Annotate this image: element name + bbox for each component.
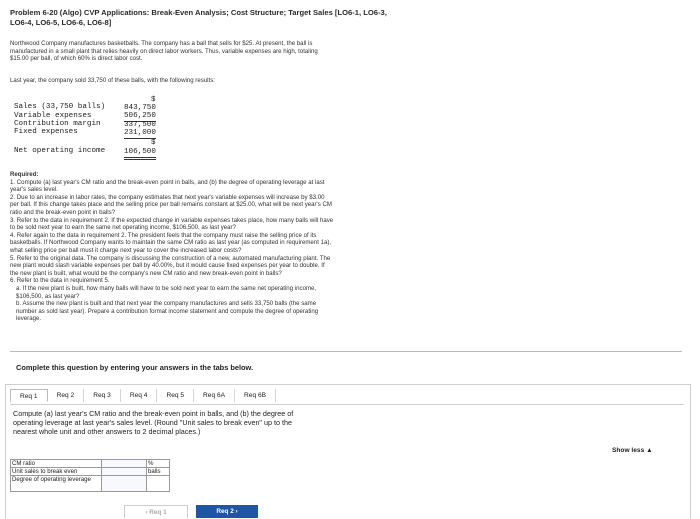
required-line: per ball. If this change takes place and the selling price per ball remains constant at $25.00, what will be next year's CM — [10, 201, 332, 209]
fixed-expenses-value: 231,000 — [124, 129, 156, 137]
tab-req-3[interactable]: Req 3 — [84, 389, 121, 402]
net-income-currency: $ — [151, 139, 156, 147]
required-line: 1. Compute (a) last year's CM ratio and the break-even point in balls, and (b) the degree of operating leverage at last — [10, 178, 325, 186]
question-line: Compute (a) last year's CM ratio and the break-even point in balls, and (b) the degree of — [13, 409, 294, 418]
problem-title-line-2: LO6-4, LO6-5, LO6-6, LO6-8] — [10, 18, 112, 27]
table-row — [11, 460, 170, 468]
required-line: new plant would slash variable expenses per ball by 40.00%, but it would cause fixed expenses per year to double. If — [10, 262, 325, 270]
required-subline: b. Assume the new plant is built and that next year the company manufactures and sells 33,750 balls (the same — [16, 300, 317, 308]
next-req-button[interactable]: Req 2 › — [196, 505, 258, 518]
tab-req-1[interactable]: Req 1 — [10, 389, 48, 402]
required-subline: number as sold last year). Prepare a contribution format income statement and compute the degree of operating — [16, 307, 319, 315]
required-line: 5. Refer to the original data. The company is discussing the construction of a new, automated manufacturing plant. The — [10, 254, 331, 262]
required-line: the new plant is built, what would be the company's new CM ratio and new break-even point in balls? — [10, 269, 282, 277]
prev-req-button[interactable]: ‹ Req 1 — [124, 505, 188, 518]
table-row — [11, 476, 170, 492]
instructions-text: Complete this question by entering your answers in the tabs below. — [16, 363, 254, 372]
required-line: 6. Refer to the data in requirement 5. — [10, 277, 110, 285]
sales-label: Sales (33,750 balls) — [14, 103, 106, 111]
intro-line: manufactured in a small plant that relies heavily on direct labor workers. Thus, variable expenses are high, totaling — [10, 47, 318, 55]
required-line: 4. Refer again to the data in requirement 2. The president feels that the company must raise the selling price of its — [10, 231, 317, 239]
income-statement — [14, 96, 164, 162]
required-line: ratio and the break-even point in balls? — [10, 208, 116, 216]
contribution-margin-value: 337,500 — [124, 121, 156, 129]
required-line: 2. Due to an increase in labor rates, the company estimates that next year's variable expenses will increase by $3.00 — [10, 193, 325, 201]
break-even-input[interactable] — [102, 468, 147, 476]
divider — [10, 351, 682, 352]
question-line: nearest whole unit and other answers to 2 decimal places.) — [13, 427, 201, 437]
net-income-label: Net operating income — [14, 147, 106, 155]
variable-expenses-value: 506,250 — [124, 112, 156, 120]
cm-ratio-input[interactable] — [102, 460, 147, 468]
tab-req-4[interactable]: Req 4 — [121, 389, 158, 402]
required-line: 3. Refer to the data in requirement 2. If the expected change in variable expenses takes place, how many balls will have — [10, 216, 334, 224]
sales-value: 843,750 — [124, 104, 156, 112]
intro-line: $15.00 per ball, of which 60% is direct labor cost. — [10, 55, 143, 63]
problem-title-line-1: Problem 6-20 (Algo) CVP Applications: Break-Even Analysis; Cost Structure; Target Sales [LO6-1, LO6-3, — [10, 8, 387, 17]
required-subline: $106,500, as last year? — [16, 292, 80, 300]
last-year-text: Last year, the company sold 33,750 of these balls, with the following results: — [10, 77, 215, 84]
req-tabs — [10, 389, 276, 405]
dol-label: Degree of operating leverage — [11, 476, 102, 492]
cm-ratio-unit: % — [147, 460, 170, 468]
required-subline: a. If the new plant is built, how many balls will have to be sold next year to earn the same net operating income, — [16, 284, 317, 292]
required-line: basketballs. If Northwood Company wants to maintain the same CM ratio as last year (as computed in requirement 1a), — [10, 239, 332, 247]
contribution-margin-label: Contribution margin — [14, 120, 101, 128]
required-line: to be sold next year to earn the same net operating income, $106,500, as last year? — [10, 224, 236, 232]
break-even-unit: balls — [147, 468, 170, 476]
required-line: what selling price per ball must it charge next year to cover the increased labor costs? — [10, 246, 242, 254]
cm-ratio-label: CM ratio — [11, 460, 102, 468]
fixed-expenses-label: Fixed expenses — [14, 128, 78, 136]
sales-currency: $ — [151, 96, 156, 104]
tab-req-2[interactable]: Req 2 — [48, 389, 85, 402]
required-subline: leverage. — [16, 315, 42, 323]
table-row — [11, 468, 170, 476]
problem-intro — [10, 40, 415, 63]
required-section — [10, 171, 422, 323]
tab-req-5[interactable]: Req 5 — [157, 389, 194, 402]
break-even-label: Unit sales to break even — [11, 468, 102, 476]
required-line: year's sales level. — [10, 186, 58, 194]
answer-table — [10, 459, 170, 492]
dol-input[interactable] — [102, 476, 147, 492]
variable-expenses-label: Variable expenses — [14, 112, 92, 120]
problem-title — [10, 8, 430, 28]
question-text — [13, 409, 383, 437]
show-less-toggle[interactable]: Show less ▲ — [612, 447, 653, 454]
question-line: operating leverage at last year's sales level. (Round "Unit sales to break even" up to the — [13, 418, 292, 428]
tab-req-6a[interactable]: Req 6A — [194, 389, 235, 402]
tab-req-6b[interactable]: Req 6B — [235, 389, 276, 402]
net-income-value: 106,500 — [124, 148, 156, 160]
required-heading: Required: — [10, 171, 39, 178]
intro-line: Northwood Company manufactures basketballs. The company has a ball that sells for $25. At present, the ball is — [10, 40, 313, 47]
tab-underline — [10, 404, 684, 405]
dol-unit — [147, 476, 170, 492]
